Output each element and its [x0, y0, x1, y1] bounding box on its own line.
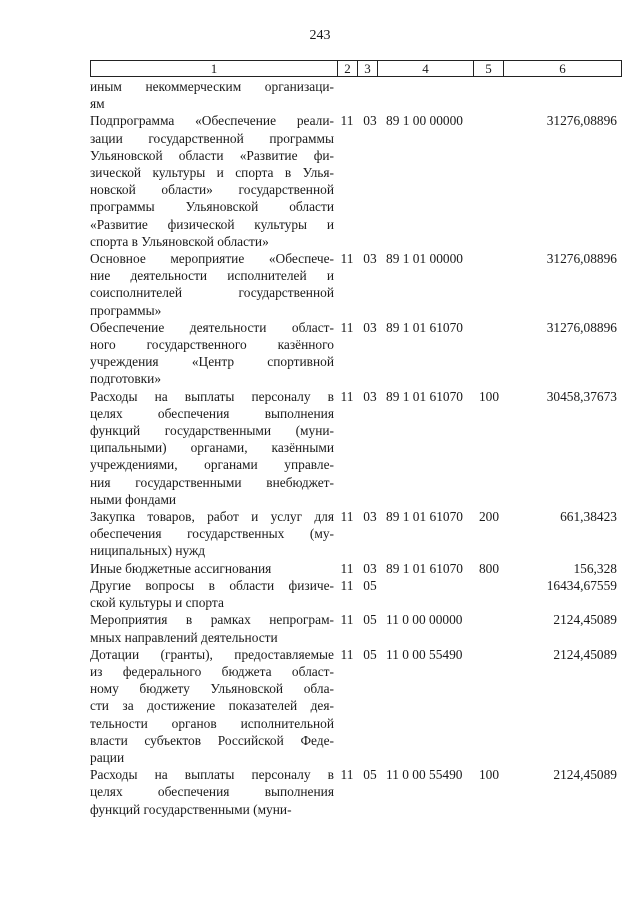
column-header-2: 2	[338, 61, 358, 76]
description-line: программы Ульяновской области	[90, 199, 334, 215]
description-line: ными фондами	[90, 491, 177, 507]
target-article-code: 89 1 01 61070	[386, 560, 463, 576]
amount-value: 2124,45089	[553, 612, 617, 628]
row-description	[90, 250, 334, 319]
description-line: Расходы на выплаты персоналу в	[90, 767, 334, 783]
section-code: 11	[340, 577, 354, 593]
target-article-code: 11 0 00 55490	[386, 767, 463, 783]
section-code: 11	[340, 560, 354, 576]
expense-type-code: 800	[478, 560, 500, 576]
description-line: новской области» государственной	[90, 182, 334, 198]
column-header-6: 6	[559, 61, 566, 76]
amount-value: 30458,37673	[546, 388, 617, 404]
table-row	[0, 78, 640, 112]
column-header-5: 5	[474, 61, 504, 76]
row-description	[90, 388, 334, 508]
section-code: 11	[340, 509, 354, 525]
table-body	[0, 78, 640, 818]
description-line: иным некоммерческим организаци-	[90, 79, 334, 94]
description-line: ской культуры и спорта	[90, 595, 224, 611]
row-description	[90, 646, 334, 766]
row-description	[90, 112, 334, 250]
description-line: спорта в Ульяновской области»	[90, 233, 269, 249]
description-line: ям	[90, 96, 105, 112]
description-line: Иные бюджетные ассигнования	[90, 560, 272, 576]
description-line: обеспечения государственных (му-	[90, 526, 334, 542]
column-header-4: 4	[378, 61, 474, 76]
description-line: ципальными) органами, казёнными	[90, 440, 334, 456]
target-article-code: 89 1 01 00000	[386, 251, 463, 267]
table-row	[0, 646, 640, 766]
column-header-3: 3	[358, 61, 378, 76]
description-line: целях обеспечения выполнения	[90, 784, 334, 800]
description-line: из федерального бюджета област-	[90, 663, 334, 679]
subsection-code: 05	[363, 767, 377, 783]
section-code: 11	[340, 767, 354, 783]
column-header-1: 1	[91, 61, 338, 76]
target-article-code: 89 1 00 00000	[386, 113, 463, 129]
table-row	[0, 766, 640, 818]
description-line: подготовки»	[90, 371, 162, 387]
section-code: 11	[340, 319, 354, 335]
row-description	[90, 577, 334, 611]
amount-value: 31276,08896	[546, 251, 617, 267]
table-row	[0, 577, 640, 611]
section-code: 11	[340, 113, 354, 129]
row-description	[90, 78, 334, 112]
description-line: Ульяновской области «Развитие фи-	[90, 147, 334, 163]
description-line: учреждения «Центр спортивной	[90, 354, 334, 370]
amount-value: 2124,45089	[553, 646, 617, 662]
description-line: тельности органов исполнительной	[90, 715, 334, 731]
description-line: Обеспечение деятельности област-	[90, 319, 334, 335]
description-line: ного государственного казённого	[90, 337, 334, 353]
subsection-code: 03	[363, 251, 377, 267]
description-line: ниципальных) нужд	[90, 543, 206, 559]
description-line: ния государственными внебюджет-	[90, 474, 334, 490]
subsection-code: 03	[363, 388, 377, 404]
section-code: 11	[340, 612, 354, 628]
table-header	[90, 60, 622, 77]
row-description	[90, 319, 334, 388]
amount-value: 661,38423	[560, 509, 617, 525]
description-line: мных направлений деятельности	[90, 629, 278, 645]
description-line: Закупка товаров, работ и услуг для	[90, 509, 334, 525]
target-article-code: 89 1 01 61070	[386, 509, 463, 525]
table-row	[0, 250, 640, 319]
description-line: ному бюджету Ульяновской обла-	[90, 681, 334, 697]
description-line: Мероприятия в рамках непрограм-	[90, 612, 334, 628]
amount-value: 31276,08896	[546, 113, 617, 129]
description-line: власти субъектов Российской Феде-	[90, 732, 334, 748]
description-line: Другие вопросы в области физиче-	[90, 577, 334, 593]
table-row	[0, 388, 640, 508]
description-line: программы»	[90, 302, 162, 318]
subsection-code: 03	[363, 509, 377, 525]
description-line: целях обеспечения выполнения	[90, 405, 334, 421]
table-row	[0, 560, 640, 577]
page-number: 243	[309, 28, 331, 43]
section-code: 11	[340, 251, 354, 267]
row-description	[90, 508, 334, 560]
description-line: учреждениями, органами управле-	[90, 457, 334, 473]
amount-value: 31276,08896	[546, 319, 617, 335]
target-article-code: 11 0 00 55490	[386, 646, 463, 662]
description-line: функций государственными (муни-	[90, 423, 334, 439]
description-line: рации	[90, 749, 125, 765]
subsection-code: 05	[363, 612, 377, 628]
description-line: функций государственными (муни-	[90, 801, 292, 817]
description-line: Дотации (гранты), предоставляемые	[90, 646, 334, 662]
table-row	[0, 611, 640, 645]
expense-type-code: 200	[478, 509, 500, 525]
description-line: Расходы на выплаты персоналу в	[90, 388, 334, 404]
table-row	[0, 112, 640, 250]
description-line: сти за достижение показателей дея-	[90, 698, 334, 714]
description-line: соисполнителей государственной	[90, 285, 334, 301]
subsection-code: 05	[363, 646, 377, 662]
amount-value: 156,328	[573, 560, 617, 576]
row-description	[90, 611, 334, 645]
row-description	[90, 766, 334, 818]
description-line: зации государственной программы	[90, 130, 334, 146]
target-article-code: 89 1 01 61070	[386, 388, 463, 404]
description-line: ние деятельности исполнителей и	[90, 268, 334, 284]
description-line: «Развитие физической культуры и	[90, 216, 334, 232]
subsection-code: 05	[363, 577, 377, 593]
amount-value: 16434,67559	[546, 577, 617, 593]
row-description	[90, 560, 334, 577]
description-line: зической культуры и спорта в Улья-	[90, 165, 334, 181]
description-line: Основное мероприятие «Обеспече-	[90, 251, 334, 267]
table-row	[0, 508, 640, 560]
table-row	[0, 319, 640, 388]
target-article-code: 11 0 00 00000	[386, 612, 463, 628]
subsection-code: 03	[363, 113, 377, 129]
section-code: 11	[340, 646, 354, 662]
expense-type-code: 100	[478, 767, 500, 783]
target-article-code: 89 1 01 61070	[386, 319, 463, 335]
subsection-code: 03	[363, 560, 377, 576]
amount-value: 2124,45089	[553, 767, 617, 783]
expense-type-code: 100	[478, 388, 500, 404]
subsection-code: 03	[363, 319, 377, 335]
section-code: 11	[340, 388, 354, 404]
description-line: Подпрограмма «Обеспечение реали-	[90, 113, 334, 129]
